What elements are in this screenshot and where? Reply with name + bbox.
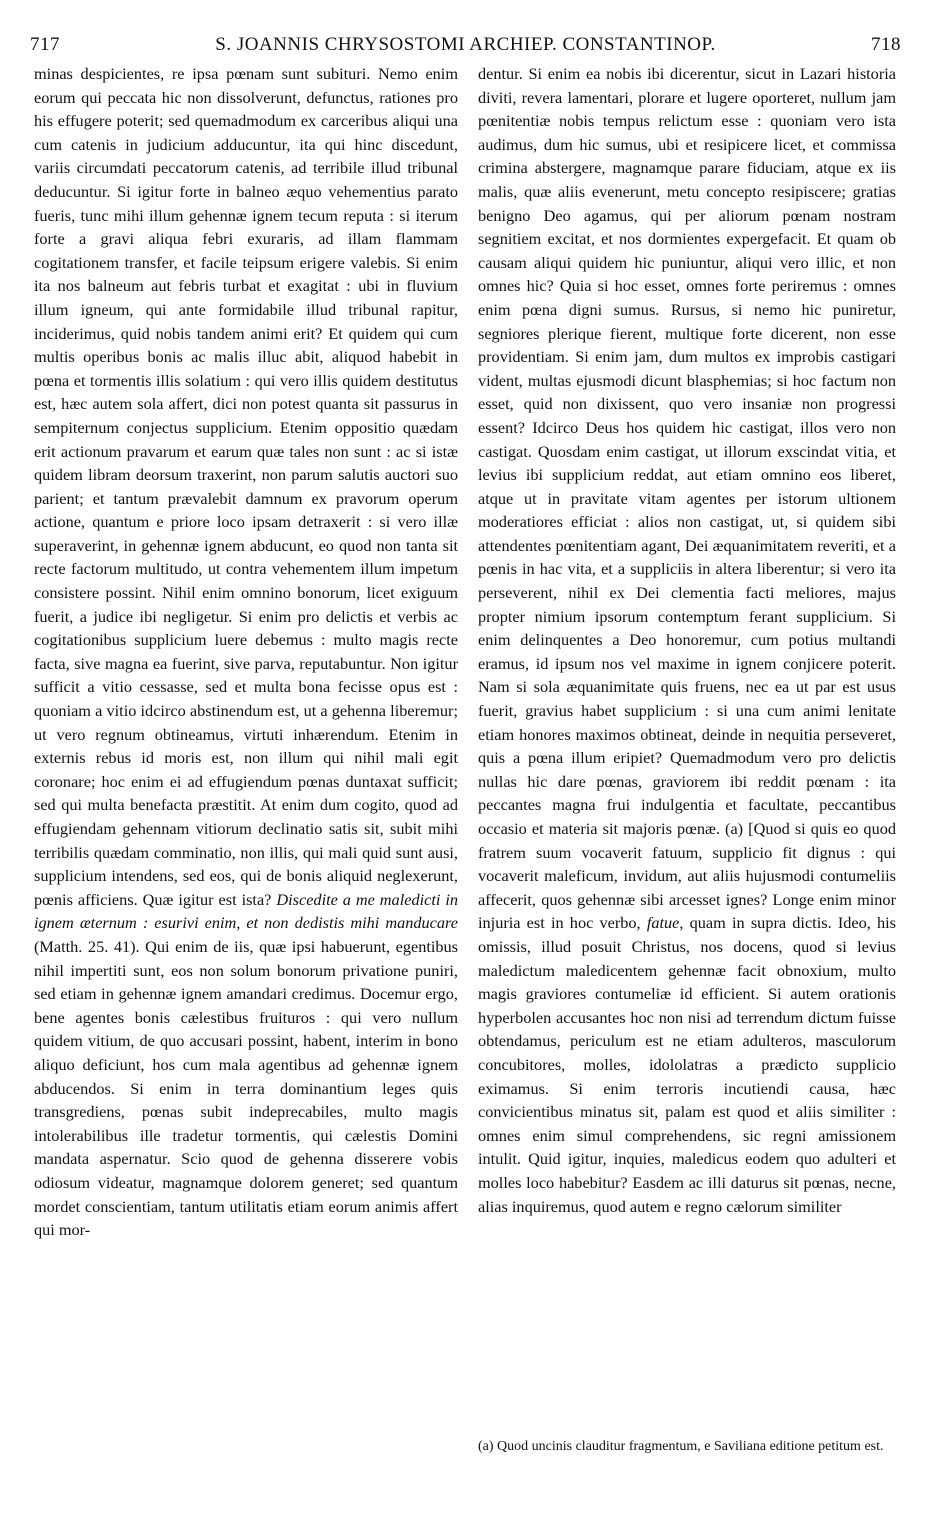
page-number-left: 717 xyxy=(30,34,60,55)
left-text-part1: minas despicientes, re ipsa pœnam sunt subituri. Nemo enim eorum qui peccata hic non dissolverunt, defunctus, rationes pro his effugere poterit; sed quemadmodum ex carceribus aliqui una cum catenis in judicium adducuntur, ita qui hinc discedunt, variis circumdati peccatorum catenis, ad terribile illud tribunal deducuntur. Si igitur forte in balneo æquo vehementius parato fueris, tunc mihi illum gehennæ ignem tecum reputa : si iterum forte a gravi aliqua febri exuraris, ad illam flammam cogitationem transfer, et facile teipsum erigere valebis. Si enim ita nos balneum aut febris turbat et exagitat : ubi in fluvium illum igneum, qui ante formidabile illud tribunal rapitur, inciderimus, quid nobis tandem animi erit? Et quidem qui cum multis operibus bonis ac malis illuc abit, aliquod habebit in pœna et tormentis illis solatium : qui vero illis quidem destitutus est, hæc autem sola affert, dici non potest quanta sit passurus in sempiternum conjectus supplicium. Etenim oppositio quædam erit actionum pravarum et earum quæ tales non sunt : ac si istæ quidem libram deorsum traxerint, non parum salutis auctori suo parient; et tantum prævalebit damnum ex pravorum operum actione, quantum e priore loco ipsam detraxerit : si vero illæ superaverint, in gehennæ ignem abducunt, eo quod non tanta sit recte factorum multitudo, ut contra vehementem illum impetum consistere possint. Nihil enim omnino bonorum, licet exiguum fuerit, a judice ibi negligetur. Si enim pro delictis et verbis ac cogitationibus supplicium luere debemus : multo magis recte facta, sive magna ea fuerint, sive parva, reputabuntur. Non igitur sufficit a vitio cessasse, sed et multa bona fecisse opus est : quoniam a vitio idcirco abstinendum est, ut a gehenna liberemur; ut vero regnum obtineamus, virtuti inhærendum. Etenim in externis rebus id moris est, non illum qui nihil mali egit coronare; hoc enim ei ad effugiendum pœnas duntaxat sufficit; sed qui multa benefacta præstitit. At enim dum cogito, quod ad effugiendam gehennam vitiorum declinatio satis sit, subit mihi terribilis quædam comminatio, non illis, qui mali quid sunt ausi, supplicium intendens, sed eos, qui de bonis aliquid neglexerunt, pœnis afficiens. Quæ igitur est ista? xyxy=(34,64,458,909)
running-header xyxy=(30,34,901,58)
footnote xyxy=(478,1438,896,1456)
page-number-right: 718 xyxy=(871,34,901,55)
right-text-part1: dentur. Si enim ea nobis ibi dicerentur, sicut in Lazari historia diviti, revera lamentari, plorare et lugere oporteret, nullum jam pœnitentiæ nobis tempus relictum esse : quoniam vero ista audimus, dum hic sumus, ubi et resipicere licet, et commissa crimina abstergere, magnamque parare fiduciam, atque ex iis malis, quæ aliis evenerunt, metu concepto resipiscere; gratias benigno Deo agamus, qui per aliorum pœnam nostram segnitiem excitat, et nos dormientes expergefacit. Et quam ob causam aliqui quidem hic puniuntur, aliqui vero illic, et non omnes hic? Quia si hoc esset, omnes forte periremus : omnes enim pœna digni sumus. Rursus, si nemo hic puniretur, segniores plerique fierent, multique forte dicerent, non esse providentiam. Si enim jam, dum multos ex improbis castigari vident, multas ejusmodi dicunt blasphemias; si hoc factum non esset, quid non dixissent, quo vero insaniæ non progressi essent? Idcirco Deus hos quidem hic castigat, illos vero non castigat. Quosdam enim castigat, ut illorum exscindat vitia, et levius ibi supplicium reddat, aut etiam omnino eos liberet, atque ut in pravitate vitam agentes per istorum ultionem moderatiores efficiat : alios non castigat, ut, si quidem sibi attendentes pœnitentiam agant, Dei æquanimitatem reveriti, et a pœnis in hac vita, et a suppliciis in altera liberentur; si vero ita perseverent, nihil ex Dei clementia facti meliores, majus propter nimium ipsorum contemptum ferant supplicium. Si enim delinquentes a Deo honoremur, cum potius multandi eramus, id ipsum nos vel maxime in ignem conjicere poterit. Nam si sola æquanimitate quis fruens, nec ea ut par est usus fuerit, gravius habet supplicium : si una cum animi lenitate etiam honores maximos obtineat, deinde in nequitia perseveret, quis a pœna illum eripiet? Quemadmodum vero pro delictis nullas hic dare pœnas, graviorem ibi reddit pœnam : ita peccantes magna frui indulgentia et facultate, peccantibus occasio et materia sit majoris pœnæ. (a) [Quod si quis eo quod fratrem suum vocaverit fatuum, supplicio fit dignus : qui vocaverit maleficum, invidum, aut aliis hujusmodi contumeliis affecerit, quos gehennæ sibi arcesset ignes? Longe enim minor injuria est in hoc verbo, xyxy=(478,64,896,933)
footnote-text: (a) Quod uncinis clauditur fragmentum, e Saviliana editione petitum est. xyxy=(478,1439,884,1454)
right-text-part2: , quam in supra dictis. Ideo, his omissis, illud posuit Christus, nos docens, quod si levius maledictum maledicentem gehennæ facit obnoxium, multo magis graviores contumeliæ id efficient. Si autem orationis hyperbolen accusantes hoc non nisi ad terrendum dictum fuisse obtendamus, periculum est ne etiam adulteros, masculorum concubitores, molles, idololatras a prædicto supplicio eximamus. Si enim terroris incutiendi causa, hæc convicientibus minatus sit, palam est quod et aliis similiter : omnes enim simul comprehendens, sic regni amissionem intulit. Quid igitur, inquies, maledicus eodem quo adulteri et molles loco habebitur? Easdem ac illi daturus sit pœnas, necne, alias inquiremus, quod autem e regno cælorum similiter xyxy=(478,913,897,1216)
italic-word: fatue xyxy=(646,913,680,933)
scripture-quote: Discedite a me maledicti in ignem æternum : esurivi enim, et non dedistis mihi manducare xyxy=(34,889,458,933)
left-paragraph xyxy=(34,62,458,1242)
left-text-part2: Qui enim de iis, quæ ipsi habuerunt, egentibus nihil impertiti sunt, eos non solum bonorum privatione puniri, sed etiam in gehennæ ignem amandari credimus. Docemur ergo, bene agentes bonis cælestibus fruituros : qui vero nullum quidem vitium, de quo accusari possint, habent, interim in bono aliquo deficiunt, hos cum mala agentibus ad gehennæ ignem abducendos. Si enim in terra dominantium leges quis transgrediens, pœnas subit indeprecabiles, multo magis intolerabilibus ille tradetur tormentis, qui cælestis Domini mandata aspernatur. Scio quod de gehenna disserere vobis odiosum videatur, magnamque dolorem generet; sed quantum mordet conscientiam, tantum utilitatis etiam eorum animis affert qui mor- xyxy=(34,936,458,1240)
right-column xyxy=(478,62,896,1218)
left-column xyxy=(34,62,458,1242)
right-paragraph xyxy=(478,62,896,1218)
running-title: S. JOANNIS CHRYSOSTOMI ARCHIEP. CONSTANTINOP. xyxy=(215,34,716,55)
scripture-citation: (Matth. 25. 41). xyxy=(34,936,140,956)
